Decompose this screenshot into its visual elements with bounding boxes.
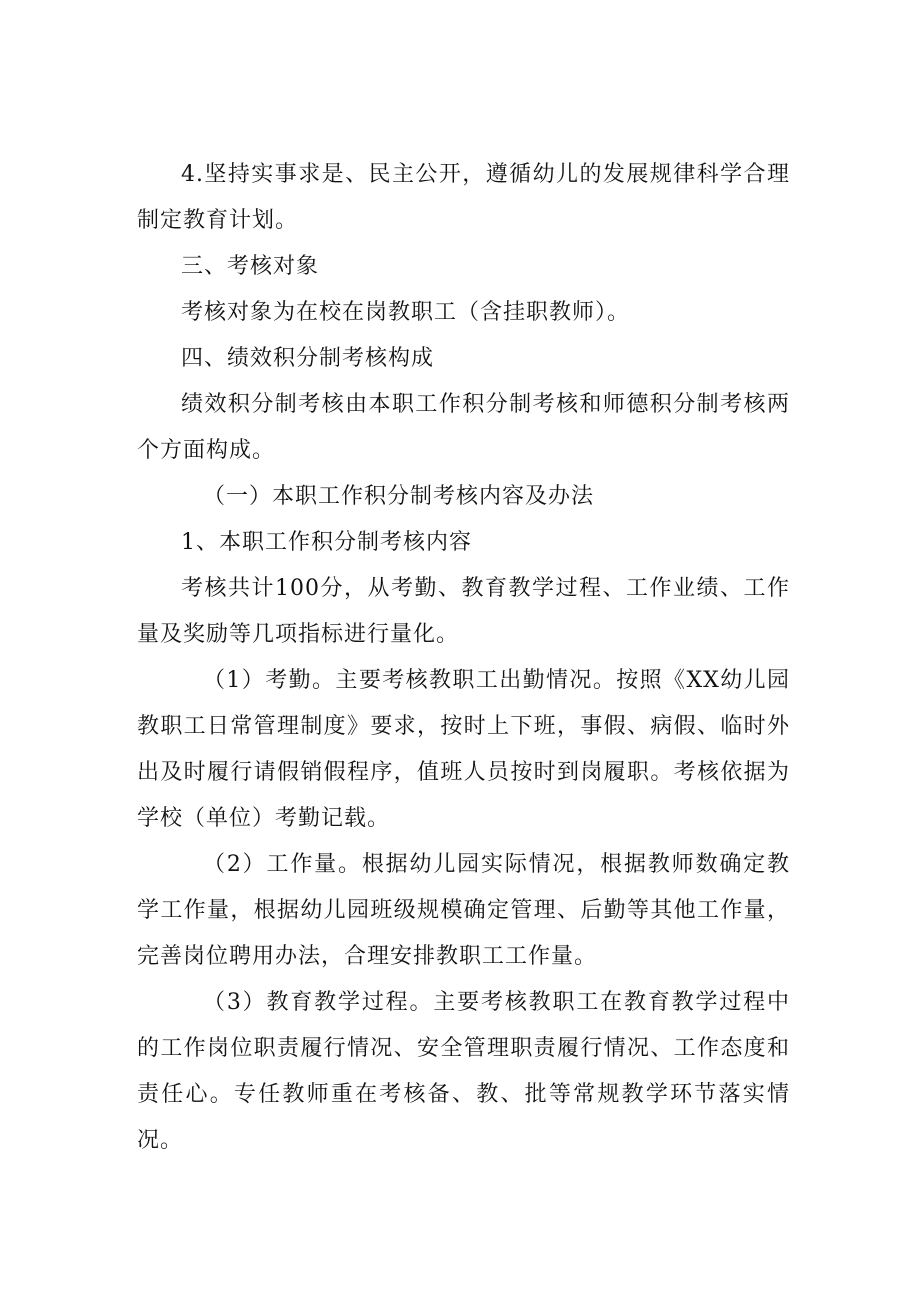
paragraph-score-composition: 绩效积分制考核由本职工作积分制考核和师德积分制考核两个方面构成。 bbox=[137, 392, 790, 463]
paragraph-attendance: （1）考勤。主要考核教职工出勤情况。按照《XX幼儿园教职工日常管理制度》要求，按时上下班，事假、病假、临时外出及时履行请假销假程序，值班人员按时到岗履职。考核依据为学校（单位）考勤记载。 bbox=[137, 668, 790, 831]
section-heading-score-composition: 四、绩效积分制考核构成 bbox=[181, 346, 435, 371]
section-heading-assessment-target: 三、考核对象 bbox=[181, 254, 320, 279]
paragraph-assessment-target: 考核对象为在校在岗教职工（含挂职教师）。 bbox=[181, 300, 631, 325]
subsection-heading-job-assessment: （一）本职工作积分制考核内容及办法 bbox=[203, 484, 595, 509]
paragraph-total-score: 考核共计100分，从考勤、教育教学过程、工作业绩、工作量及奖励等几项指标进行量化。 bbox=[137, 576, 790, 647]
paragraph-teaching-process: （3）教育教学过程。主要考核教职工在教育教学过程中的工作岗位职责履行情况、安全管理职责履行情况、工作态度和责任心。专任教师重在考核备、教、批等常规教学环节落实情况。 bbox=[137, 990, 790, 1153]
paragraph-principle-4: 4.坚持实事求是、民主公开，遵循幼儿的发展规律科学合理制定教育计划。 bbox=[137, 162, 790, 233]
paragraph-workload: （2）工作量。根据幼儿园实际情况，根据教师数确定教学工作量，根据幼儿园班级规模确定管理、后勤等其他工作量，完善岗位聘用办法，合理安排教职工工作量。 bbox=[137, 852, 790, 969]
subsection-heading-job-content: 1、本职工作积分制考核内容 bbox=[181, 530, 472, 555]
